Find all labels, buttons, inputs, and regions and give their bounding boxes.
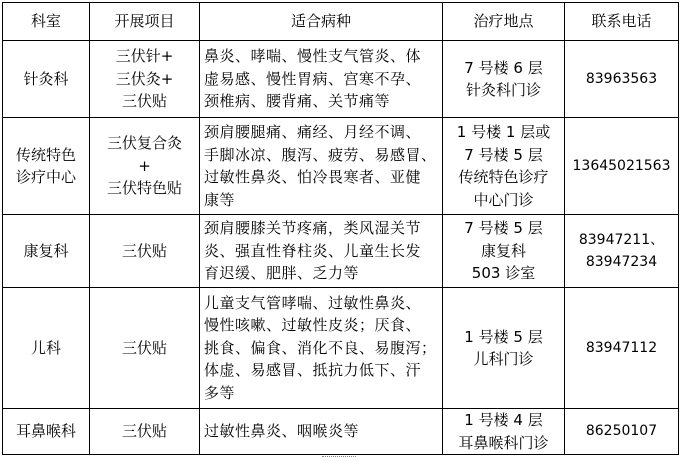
dept-line: 传统特色 [15, 145, 76, 164]
header-project: 开展项目 [90, 3, 200, 41]
phone-number: 86250107 [585, 423, 658, 440]
page-edge-mark [322, 456, 356, 459]
phone-cell [565, 215, 679, 288]
disease-cell [200, 118, 443, 215]
location-line: 7 号楼 5 层 [464, 145, 543, 164]
disease-cell [200, 409, 443, 455]
dept-cell: 儿科 [3, 288, 90, 409]
project-line: 三伏贴 [121, 92, 167, 111]
disease-cell [200, 288, 443, 409]
disease-line: 炎、强直性脊柱炎、儿童生长发 [204, 241, 422, 260]
phone-number: 83947112 [585, 339, 658, 356]
location-line: 康复科 [480, 241, 526, 260]
table-row [3, 409, 679, 455]
project-line: 三伏贴 [121, 338, 167, 357]
disease-cell [200, 41, 443, 118]
location-line: 7 号楼 6 层 [464, 58, 543, 77]
disease-line: 颈肩腰膝关节疼痛，类风湿关节 [204, 219, 422, 238]
location-line: 中心门诊 [473, 190, 534, 209]
location-line: 传统特色诊疗 [458, 168, 549, 186]
disease-line: 鼻炎、哮喘、慢性支气管炎、体 [204, 47, 422, 66]
location-cell [443, 215, 565, 288]
phone-number: 83947234 [585, 254, 658, 270]
location-line: 1 号楼 5 层 [464, 327, 543, 346]
phone-cell [565, 409, 679, 455]
dept-cell [3, 118, 90, 215]
project-cell [90, 409, 200, 455]
disease-line: 体虚、易感冒、抵抗力低下、汗 [204, 361, 422, 380]
header-location: 治疗地点 [443, 3, 565, 41]
project-line: 三伏灸+ [115, 69, 174, 88]
project-line: 三伏特色贴 [106, 179, 182, 198]
disease-line: 颈肩腰腿痛、痛经、月经不调、 [204, 123, 422, 141]
dept-cell: 耳鼻喉科 [3, 409, 90, 455]
disease-line: 康等 [204, 190, 236, 209]
location-cell [443, 288, 565, 409]
table-header-row [3, 3, 679, 41]
disease-line: 手脚冰凉、腹泻、疲劳、易感冒、 [204, 145, 437, 164]
header-phone: 联系电话 [565, 3, 679, 41]
disease-line: 儿童支气管哮喘、过敏性鼻炎、 [204, 293, 422, 312]
phone-number: 83963563 [585, 70, 658, 87]
disease-line: 虚易感、慢性胃病、宫寒不孕、 [204, 69, 422, 88]
location-line: 耳鼻喉科门诊 [458, 433, 549, 452]
dept-line: 诊疗中心 [15, 168, 76, 186]
location-cell [443, 41, 565, 118]
table-row [3, 215, 679, 288]
location-line: 503 诊室 [471, 264, 536, 283]
project-cell [90, 41, 200, 118]
phone-number: 83947211、 [578, 231, 665, 248]
location-cell [443, 409, 565, 455]
table-row [3, 118, 679, 215]
project-cell [90, 215, 200, 288]
header-dept: 科室 [3, 3, 90, 41]
phone-cell [565, 288, 679, 409]
header-disease: 适合病种 [200, 3, 443, 41]
table-row [3, 288, 679, 409]
phone-cell [565, 41, 679, 118]
location-line: 1 号楼 4 层 [464, 411, 543, 429]
project-cell [90, 288, 200, 409]
project-cell [90, 118, 200, 215]
location-line: 针灸科门诊 [465, 81, 541, 99]
disease-line: 过敏性鼻炎、咽喉炎等 [204, 422, 360, 441]
disease-line: 慢性咳嗽、过敏性皮炎；厌食、 [204, 316, 422, 335]
dept-cell: 康复科 [3, 215, 90, 288]
disease-line: 颈椎病、腰背痛、关节痛等 [204, 92, 391, 111]
clinic-schedule-table [2, 2, 679, 455]
phone-cell [565, 118, 679, 215]
project-line: 三伏贴 [121, 422, 167, 441]
disease-line: 育迟缓、肥胖、乏力等 [204, 264, 360, 283]
disease-line: 挑食、偏食、消化不良、易腹泻； [204, 338, 437, 357]
project-line: 三伏针+ [115, 47, 174, 66]
disease-line: 多等 [204, 383, 236, 402]
location-cell [443, 118, 565, 215]
disease-cell [200, 215, 443, 288]
project-line: 三伏复合灸 [106, 134, 182, 153]
location-line: 儿科门诊 [473, 350, 534, 368]
location-line: 1 号楼 1 层或 [456, 123, 551, 141]
project-line: 三伏贴 [121, 241, 167, 260]
project-line: + [138, 156, 151, 175]
location-line: 7 号楼 5 层 [464, 219, 543, 238]
table-row [3, 41, 679, 118]
dept-cell: 针灸科 [3, 41, 90, 118]
disease-line: 过敏性鼻炎、怕冷畏寒者、亚健 [204, 168, 422, 186]
phone-number: 13645021563 [572, 157, 671, 174]
